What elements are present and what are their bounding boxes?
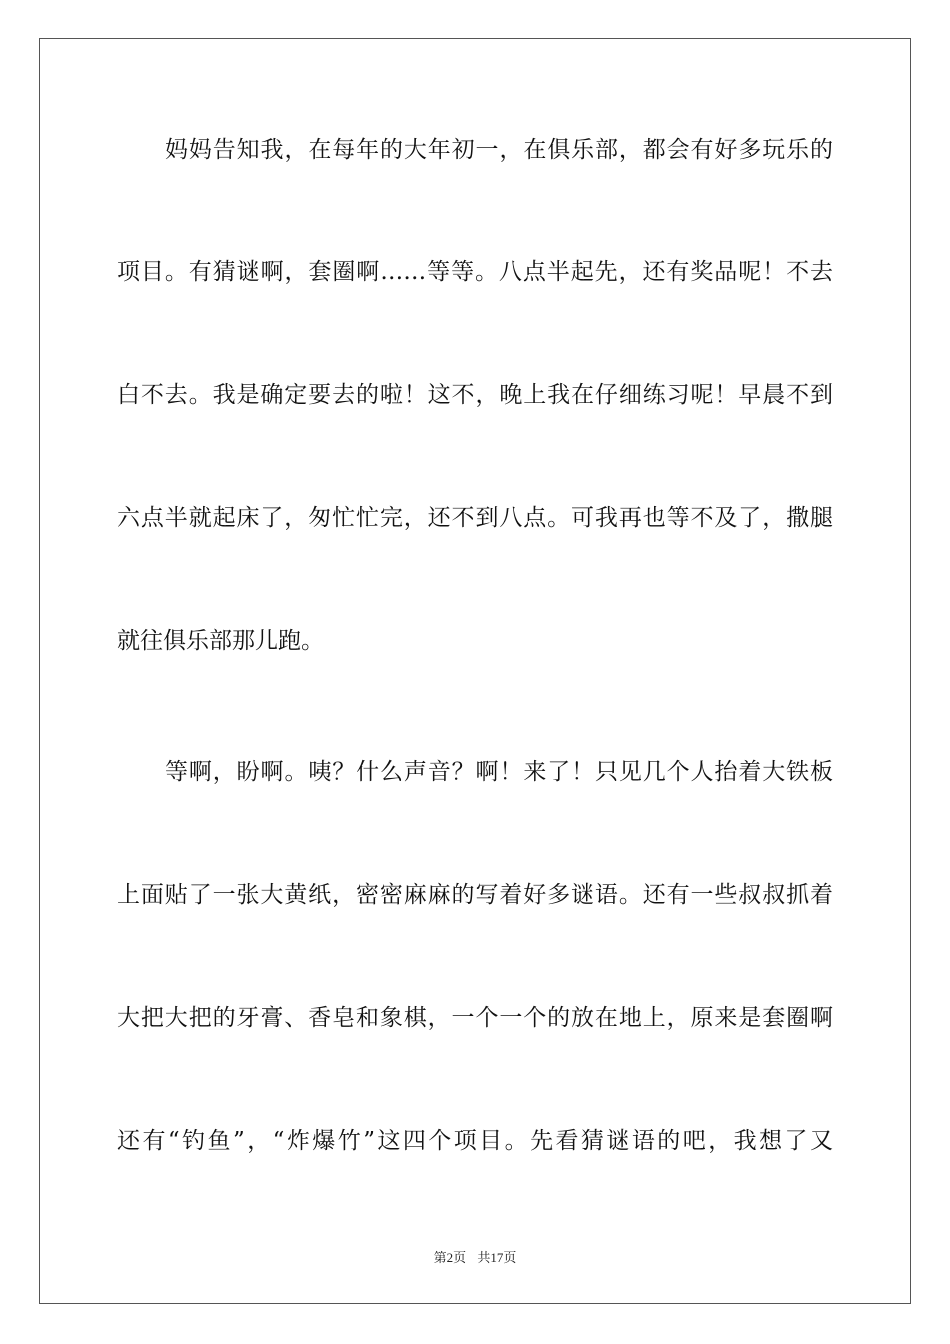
paragraph-1-line-4: 六点半就起床了，匆忙忙完，还不到八点。可我再也等不及了，撒腿 (117, 505, 833, 531)
paragraph-2-line-3: 大把大把的牙膏、香皂和象棋，一个一个的放在地上，原来是套圈啊 (117, 1005, 833, 1031)
paragraph-1-line-3: 白不去。我是确定要去的啦！这不，晚上我在仔细练习呢！早晨不到 (117, 382, 833, 408)
page-number: 第2页 (433, 1250, 467, 1265)
paragraph-2-line-2: 上面贴了一张大黄纸，密密麻麻的写着好多谜语。还有一些叔叔抓着 (117, 882, 833, 908)
paragraph-1-line-2: 项目。有猜谜啊，套圈啊……等等。八点半起先，还有奖品呢！不去 (117, 259, 833, 285)
paragraph-1-line-1: 妈妈告知我，在每年的大年初一，在俱乐部，都会有好多玩乐的 (165, 137, 833, 163)
page-footer (0, 1247, 950, 1266)
paragraph-2-line-4: 还有“钓鱼”，“炸爆竹”这四个项目。先看猜谜语的吧，我想了又 (117, 1128, 833, 1154)
paragraph-1-line-5: 就往俱乐部那儿跑。 (117, 628, 324, 654)
page-border (39, 38, 911, 1304)
paragraph-2-line-1: 等啊，盼啊。咦？什么声音？啊！来了！只见几个人抬着大铁板 (165, 759, 833, 785)
page-total: 共17页 (477, 1250, 517, 1265)
